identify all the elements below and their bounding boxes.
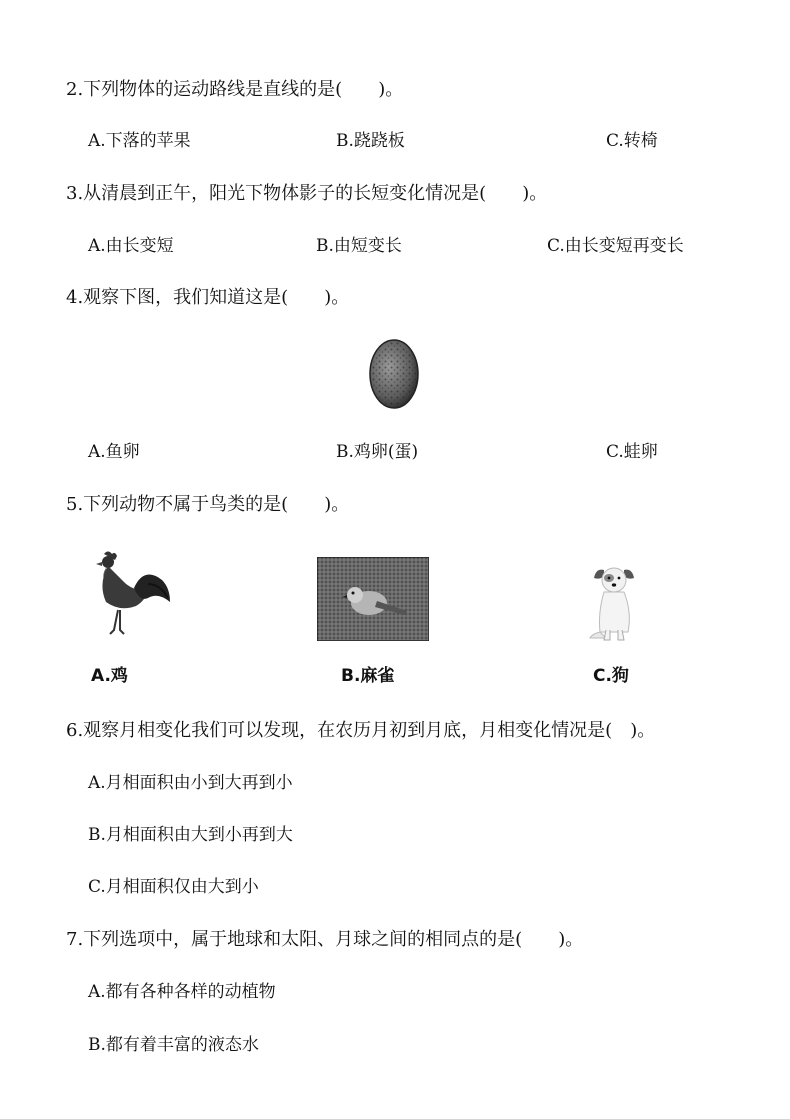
egg-image (366, 336, 422, 410)
question-3-option-a: A.由长变短 (88, 236, 174, 256)
question-3-stem: 3.从清晨到正午，阳光下物体影子的长短变化情况是( )。 (66, 183, 548, 204)
question-5-option-a: A.鸡 (91, 666, 128, 686)
question-7-option-a: A.都有各种各样的动植物 (88, 982, 276, 1002)
question-6-stem: 6.观察月相变化我们可以发现，在农历月初到月底，月相变化情况是( )。 (66, 720, 656, 741)
question-5-stem: 5.下列动物不属于鸟类的是( )。 (66, 494, 350, 515)
question-6-option-b: B.月相面积由大到小再到大 (88, 825, 293, 845)
question-4-option-c: C.蛙卵 (606, 442, 658, 462)
question-4-stem: 4.观察下图，我们知道这是( )。 (66, 287, 350, 308)
sparrow-image (317, 557, 429, 641)
question-4-option-a: A.鱼卵 (88, 442, 140, 462)
question-2-option-b: B.跷跷板 (336, 131, 405, 151)
question-3-option-c: C.由长变短再变长 (547, 236, 684, 256)
question-5-option-b: B.麻雀 (341, 666, 395, 686)
question-2-option-a: A.下落的苹果 (88, 131, 191, 151)
question-3-option-b: B.由短变长 (316, 236, 402, 256)
question-2-stem: 2.下列物体的运动路线是直线的是( )。 (66, 79, 404, 100)
dog-image (582, 560, 646, 642)
question-7-stem: 7.下列选项中，属于地球和太阳、月球之间的相同点的是( )。 (66, 929, 584, 950)
rooster-image (94, 548, 172, 636)
question-4-option-b: B.鸡卵(蛋) (336, 442, 419, 462)
question-7-option-b: B.都有着丰富的液态水 (88, 1035, 259, 1055)
question-2-option-c: C.转椅 (606, 131, 658, 151)
question-6-option-a: A.月相面积由小到大再到小 (88, 773, 293, 793)
question-6-option-c: C.月相面积仅由大到小 (88, 877, 259, 897)
question-5-option-c: C.狗 (593, 666, 629, 686)
